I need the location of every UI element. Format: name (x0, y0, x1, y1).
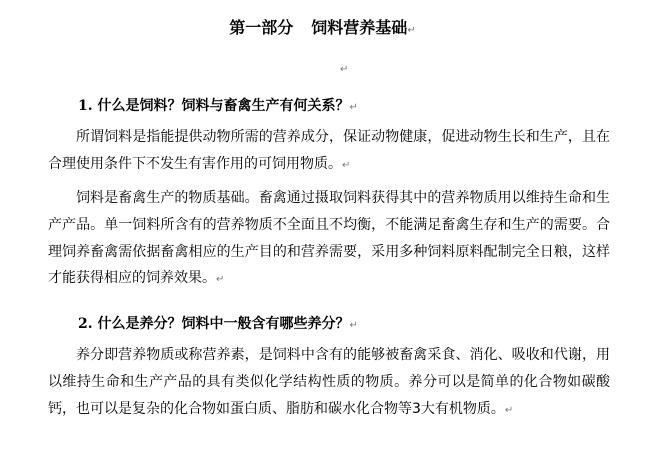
title-topic: 饲料营养基础 (311, 18, 408, 37)
paragraph-mark-icon: ↵ (504, 404, 514, 416)
question-text: 1. 什么是饲料？饲料与畜禽生产有何关系？ (78, 98, 350, 114)
paragraph (48, 124, 610, 180)
paragraph (48, 185, 610, 294)
paragraph-mark-icon: ↵ (216, 274, 225, 286)
paragraph-text: 饲料是畜禽生产的物质基础。畜禽通过摄取饲料获得其中的营养物质用以维持生命和生产产品。单一饲料所含有的营养物质不全面且不均衡，不能满足畜禽生存和生产的需要。合理饲养畜禽需依据畜禽相应的生产目的和营养需要，采用多种饲料原料配制完全日粮，这样才能获得相应的饲养效果。 (48, 190, 610, 287)
question-text: 2. 什么是养分？饲料中一般含有哪些养分？ (78, 316, 350, 332)
paragraph-text: 所谓饲料是指能提供动物所需的营养成分，保证动物健康，促进动物生长和生产，且在合理使用条件下不发生有害作用的可饲用物质。 (48, 129, 610, 172)
paragraph-mark-icon: ↵ (340, 64, 349, 75)
paragraph-mark-icon: ↵ (349, 102, 358, 113)
paragraph-mark-icon: ↵ (407, 25, 416, 36)
paragraph-mark-icon: ↵ (349, 320, 358, 331)
question-heading-1 (78, 96, 358, 118)
page-title (0, 17, 645, 42)
question-heading-2 (78, 314, 358, 336)
paragraph-mark-icon: ↵ (342, 159, 351, 171)
paragraph (48, 342, 610, 424)
title-part: 第一部分 (229, 18, 294, 37)
paragraph-text: 养分即营养物质或称营养素，是饲料中含有的能够被畜禽采食、消化、吸收和代谢，用以维持生命和生产产品的具有类似化学结构性质的物质。养分可以是简单的化合物如碳酸钙，也可以是复杂的化合物如蛋白质、脂肪和碳水化合物等3大有机物质。 (48, 347, 610, 417)
